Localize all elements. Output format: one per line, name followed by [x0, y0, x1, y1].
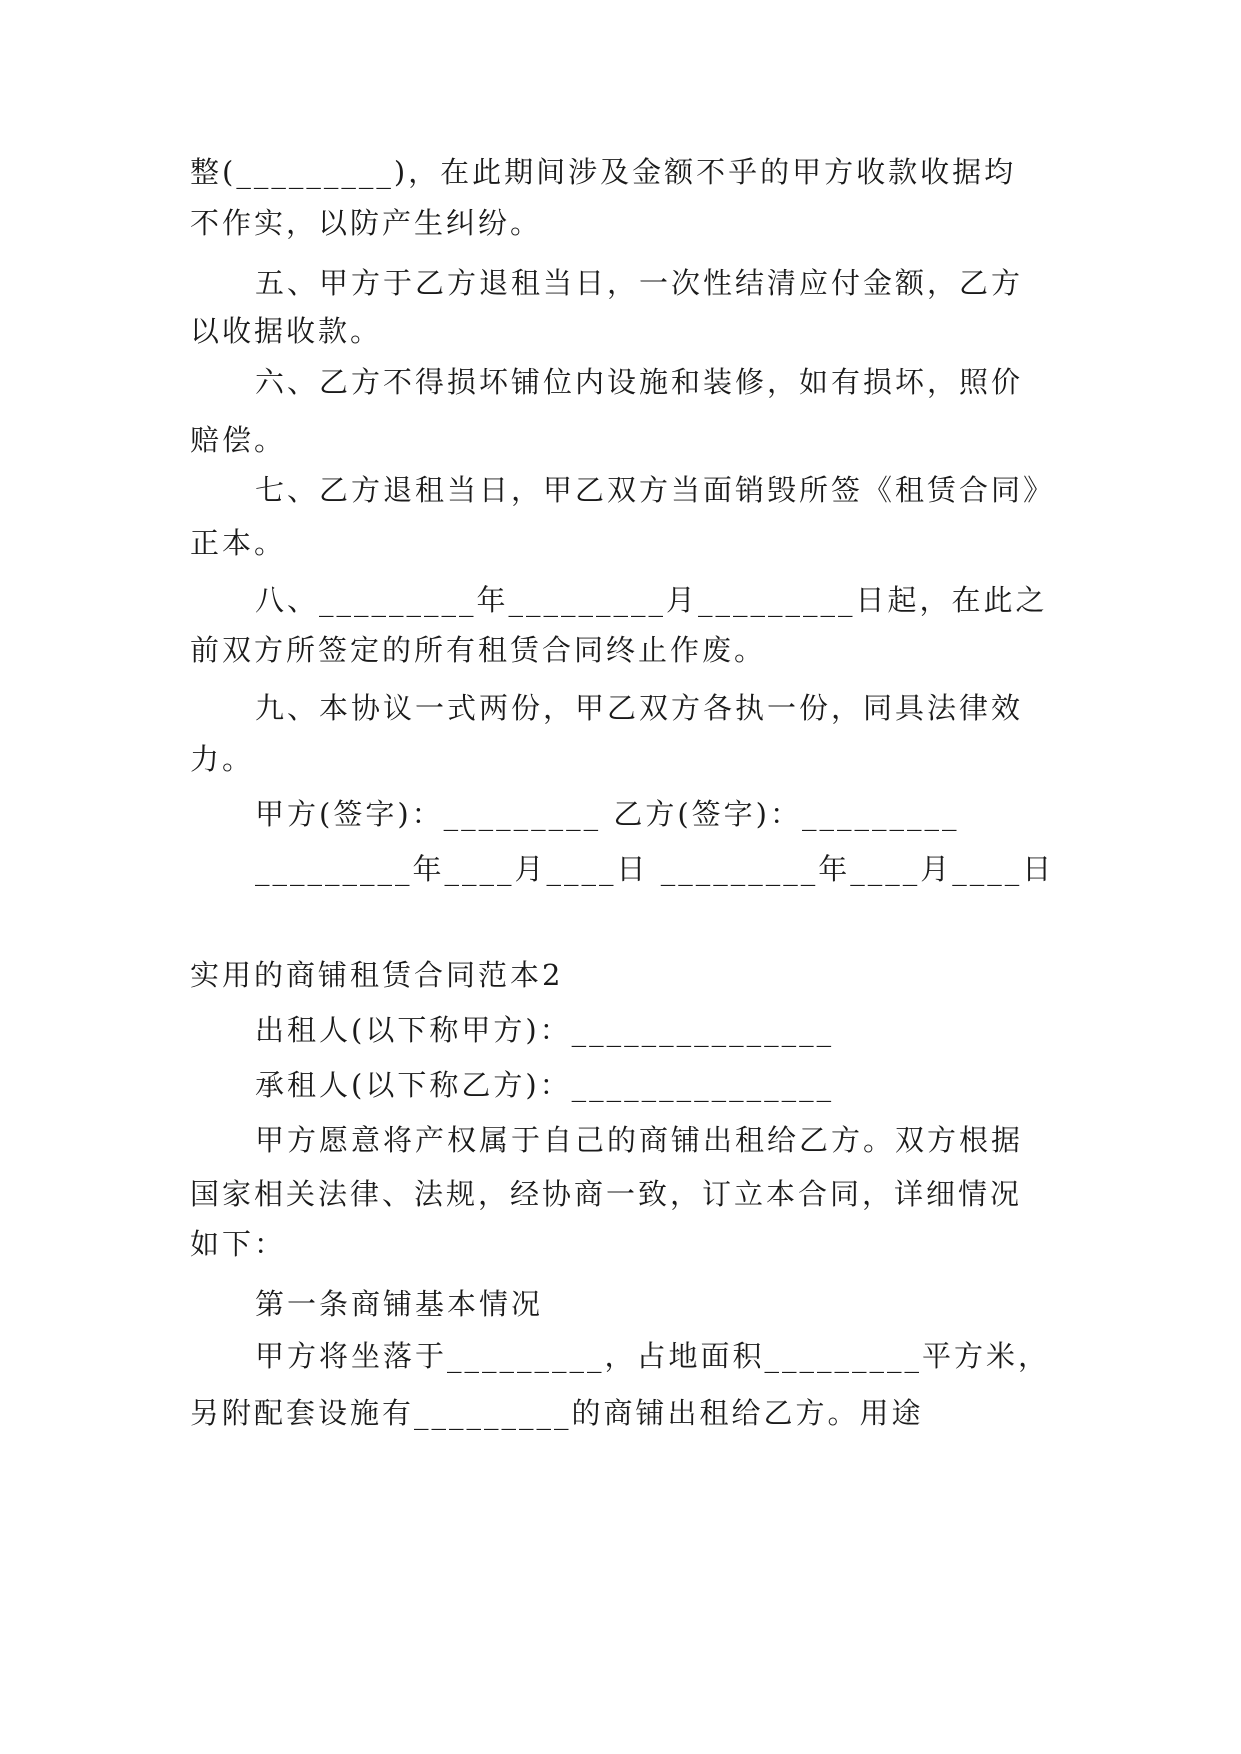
- paragraph-line: 另附配套设施有_________的商铺出租给乙方。用途: [190, 1396, 924, 1430]
- paragraph-line: 八、_________年_________月_________日起，在此之: [255, 583, 1048, 617]
- party-line: 出租人(以下称甲方)：_______________: [255, 1013, 835, 1047]
- paragraph-line: 正本。: [190, 526, 287, 560]
- paragraph-line: 力。: [190, 742, 255, 776]
- paragraph-line: 整(_________)，在此期间涉及金额不乎的甲方收款收据均: [190, 155, 1017, 189]
- article-heading: 第一条商铺基本情况: [255, 1287, 544, 1321]
- paragraph-line: 五、甲方于乙方退租当日，一次性结清应付金额，乙方: [255, 266, 1024, 300]
- paragraph-line: 如下：: [190, 1227, 287, 1261]
- signature-line: 甲方(签字)：_________ 乙方(签字)：_________: [255, 797, 960, 831]
- paragraph-line: 甲方愿意将产权属于自己的商铺出租给乙方。双方根据: [255, 1123, 1024, 1157]
- paragraph-line: 赔偿。: [190, 423, 287, 457]
- paragraph-line: 甲方将坐落于_________，占地面积_________平方米，: [255, 1339, 1051, 1373]
- paragraph-line: 前双方所签定的所有租赁合同终止作废。: [190, 633, 767, 667]
- paragraph-line: 以收据收款。: [190, 314, 383, 348]
- paragraph-line: 七、乙方退租当日，甲乙双方当面销毁所签《租赁合同》: [255, 473, 1056, 507]
- paragraph-line: 不作实，以防产生纠纷。: [190, 206, 543, 240]
- paragraph-line: 六、乙方不得损坏铺位内设施和装修，如有损坏，照价: [255, 365, 1024, 399]
- paragraph-line: 国家相关法律、法规，经协商一致，订立本合同，详细情况: [190, 1177, 1023, 1211]
- paragraph-line: 九、本协议一式两份，甲乙双方各执一份，同具法律效: [255, 691, 1024, 725]
- section-title: 实用的商铺租赁合同范本2: [190, 958, 564, 992]
- party-line: 承租人(以下称乙方)：_______________: [255, 1068, 835, 1102]
- date-line: _________年____月____日 _________年____月____日: [255, 852, 1055, 886]
